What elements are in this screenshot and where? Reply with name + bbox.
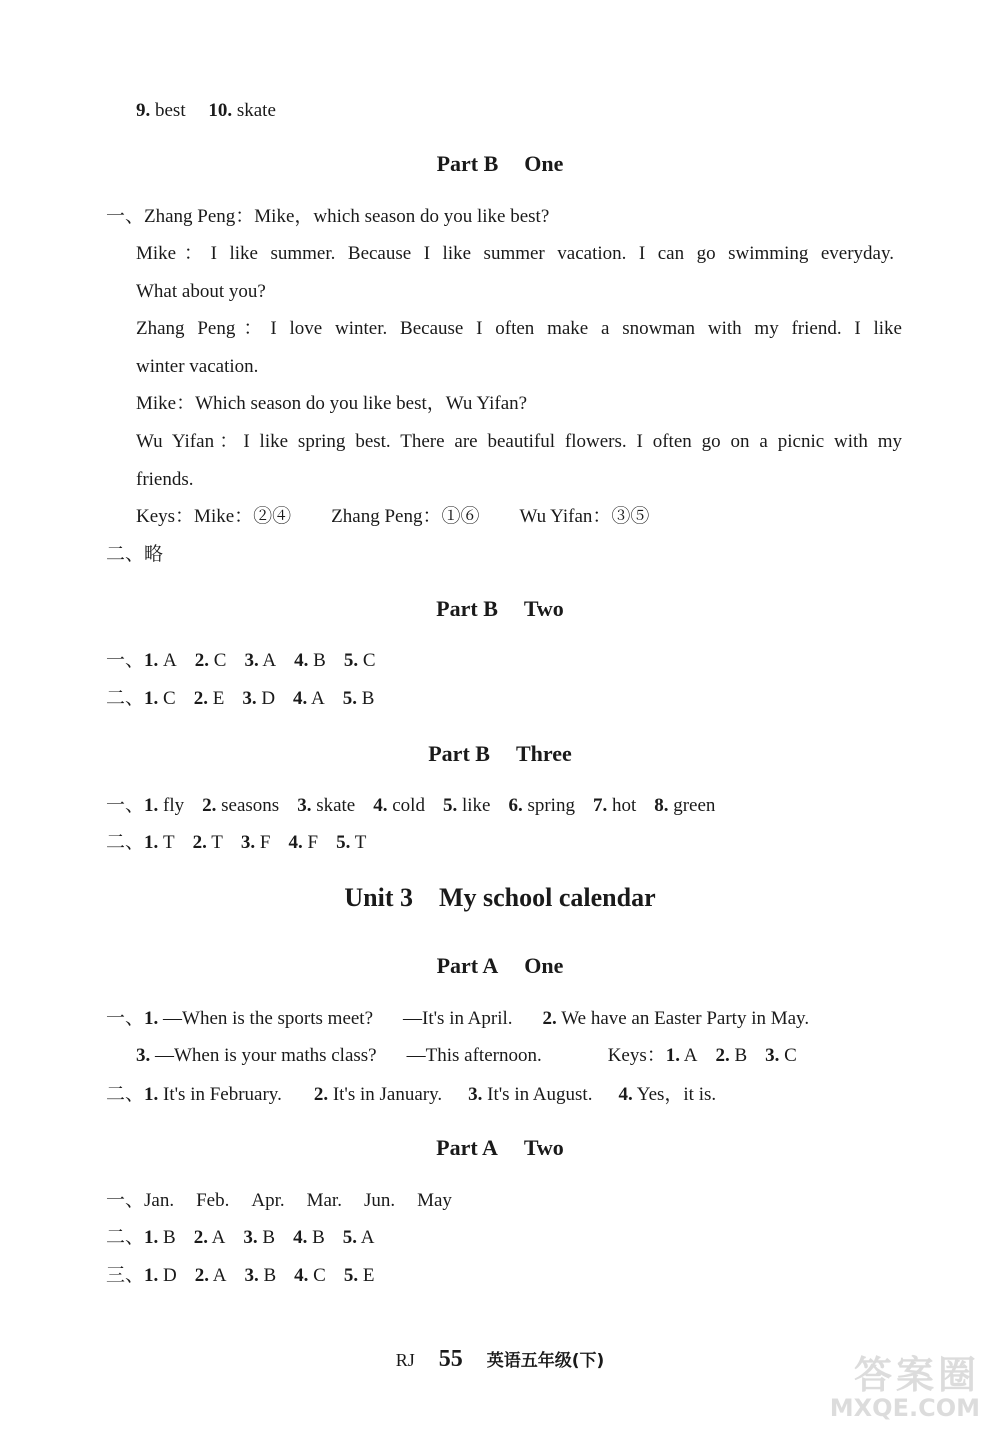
dialogue-line: winter vacation.	[136, 356, 259, 377]
dialogue-line: Zhang Peng：I love winter. Because I often make a snowman with my friend. I like	[136, 318, 902, 339]
section-heading-part-a-two: Part A Two	[436, 1135, 564, 1160]
answer-line-9-10: 9. best 10. skate	[136, 100, 276, 121]
dialogue-line: What about you?	[136, 281, 266, 302]
dialogue-line: Wu Yifan：I like spring best. There are beautiful flowers. I often go on a picnic with my	[136, 431, 902, 452]
answer-row: 三、1. D 2. A 3. B 4. C 5. E	[106, 1265, 375, 1286]
part-two-note: 二、略	[106, 544, 164, 565]
page-number: 55	[438, 1346, 463, 1372]
book-subject: 英语五年级(下)	[486, 1351, 605, 1371]
answer-row: 一、1. —When is the sports meet? —It's in April. 2. We have an Easter Party in May.	[106, 1008, 810, 1029]
section-heading-part-a-one: Part A One	[436, 953, 564, 978]
section-heading-part-b-two: Part B Two	[436, 596, 564, 621]
answer-row: 一、Jan. Feb. Apr. Mar. Jun. May	[106, 1190, 452, 1211]
answer-row: 3. —When is your maths class? —This afternoon. Keys：1. A 2. B 3. C	[136, 1045, 797, 1066]
answer-row: 二、1. B 2. A 3. B 4. B 5. A	[106, 1227, 375, 1248]
answer-row: 一、1. fly 2. seasons 3. skate 4. cold 5. like 6. spring 7. hot 8. green	[106, 795, 716, 816]
unit-title: Unit 3 My school calendar	[344, 883, 656, 912]
answer-row: 二、1. It's in February. 2. It's in January. 3. It's in August. 4. Yes，it is.	[106, 1084, 717, 1105]
site-watermark	[750, 1344, 980, 1424]
dialogue-line: Mike：I like summer. Because I like summer vacation. I can go swimming everyday.	[136, 243, 894, 264]
dialogue-line: friends.	[136, 469, 194, 490]
edition-code: RJ	[395, 1350, 415, 1370]
watermark-url: MXQE.COM	[829, 1394, 980, 1422]
answer-row: 二、1. T 2. T 3. F 4. F 5. T	[106, 832, 367, 853]
answer-row: 二、1. C 2. E 3. D 4. A 5. B	[106, 688, 375, 709]
dialogue-line: Mike：Which season do you like best，Wu Yifan?	[136, 393, 528, 414]
dialogue-line: 一、Zhang Peng：Mike，which season do you like best?	[106, 206, 550, 227]
section-heading-part-b-three: Part B Three	[428, 741, 572, 766]
answer-row: 一、1. A 2. C 3. A 4. B 5. C	[106, 650, 376, 671]
watermark-logo-text: 答案圈	[853, 1353, 980, 1397]
keys-line: Keys：Mike：②④ Zhang Peng：①⑥ Wu Yifan：③⑤	[136, 506, 650, 527]
section-heading-part-b-one: Part B One	[436, 151, 564, 176]
